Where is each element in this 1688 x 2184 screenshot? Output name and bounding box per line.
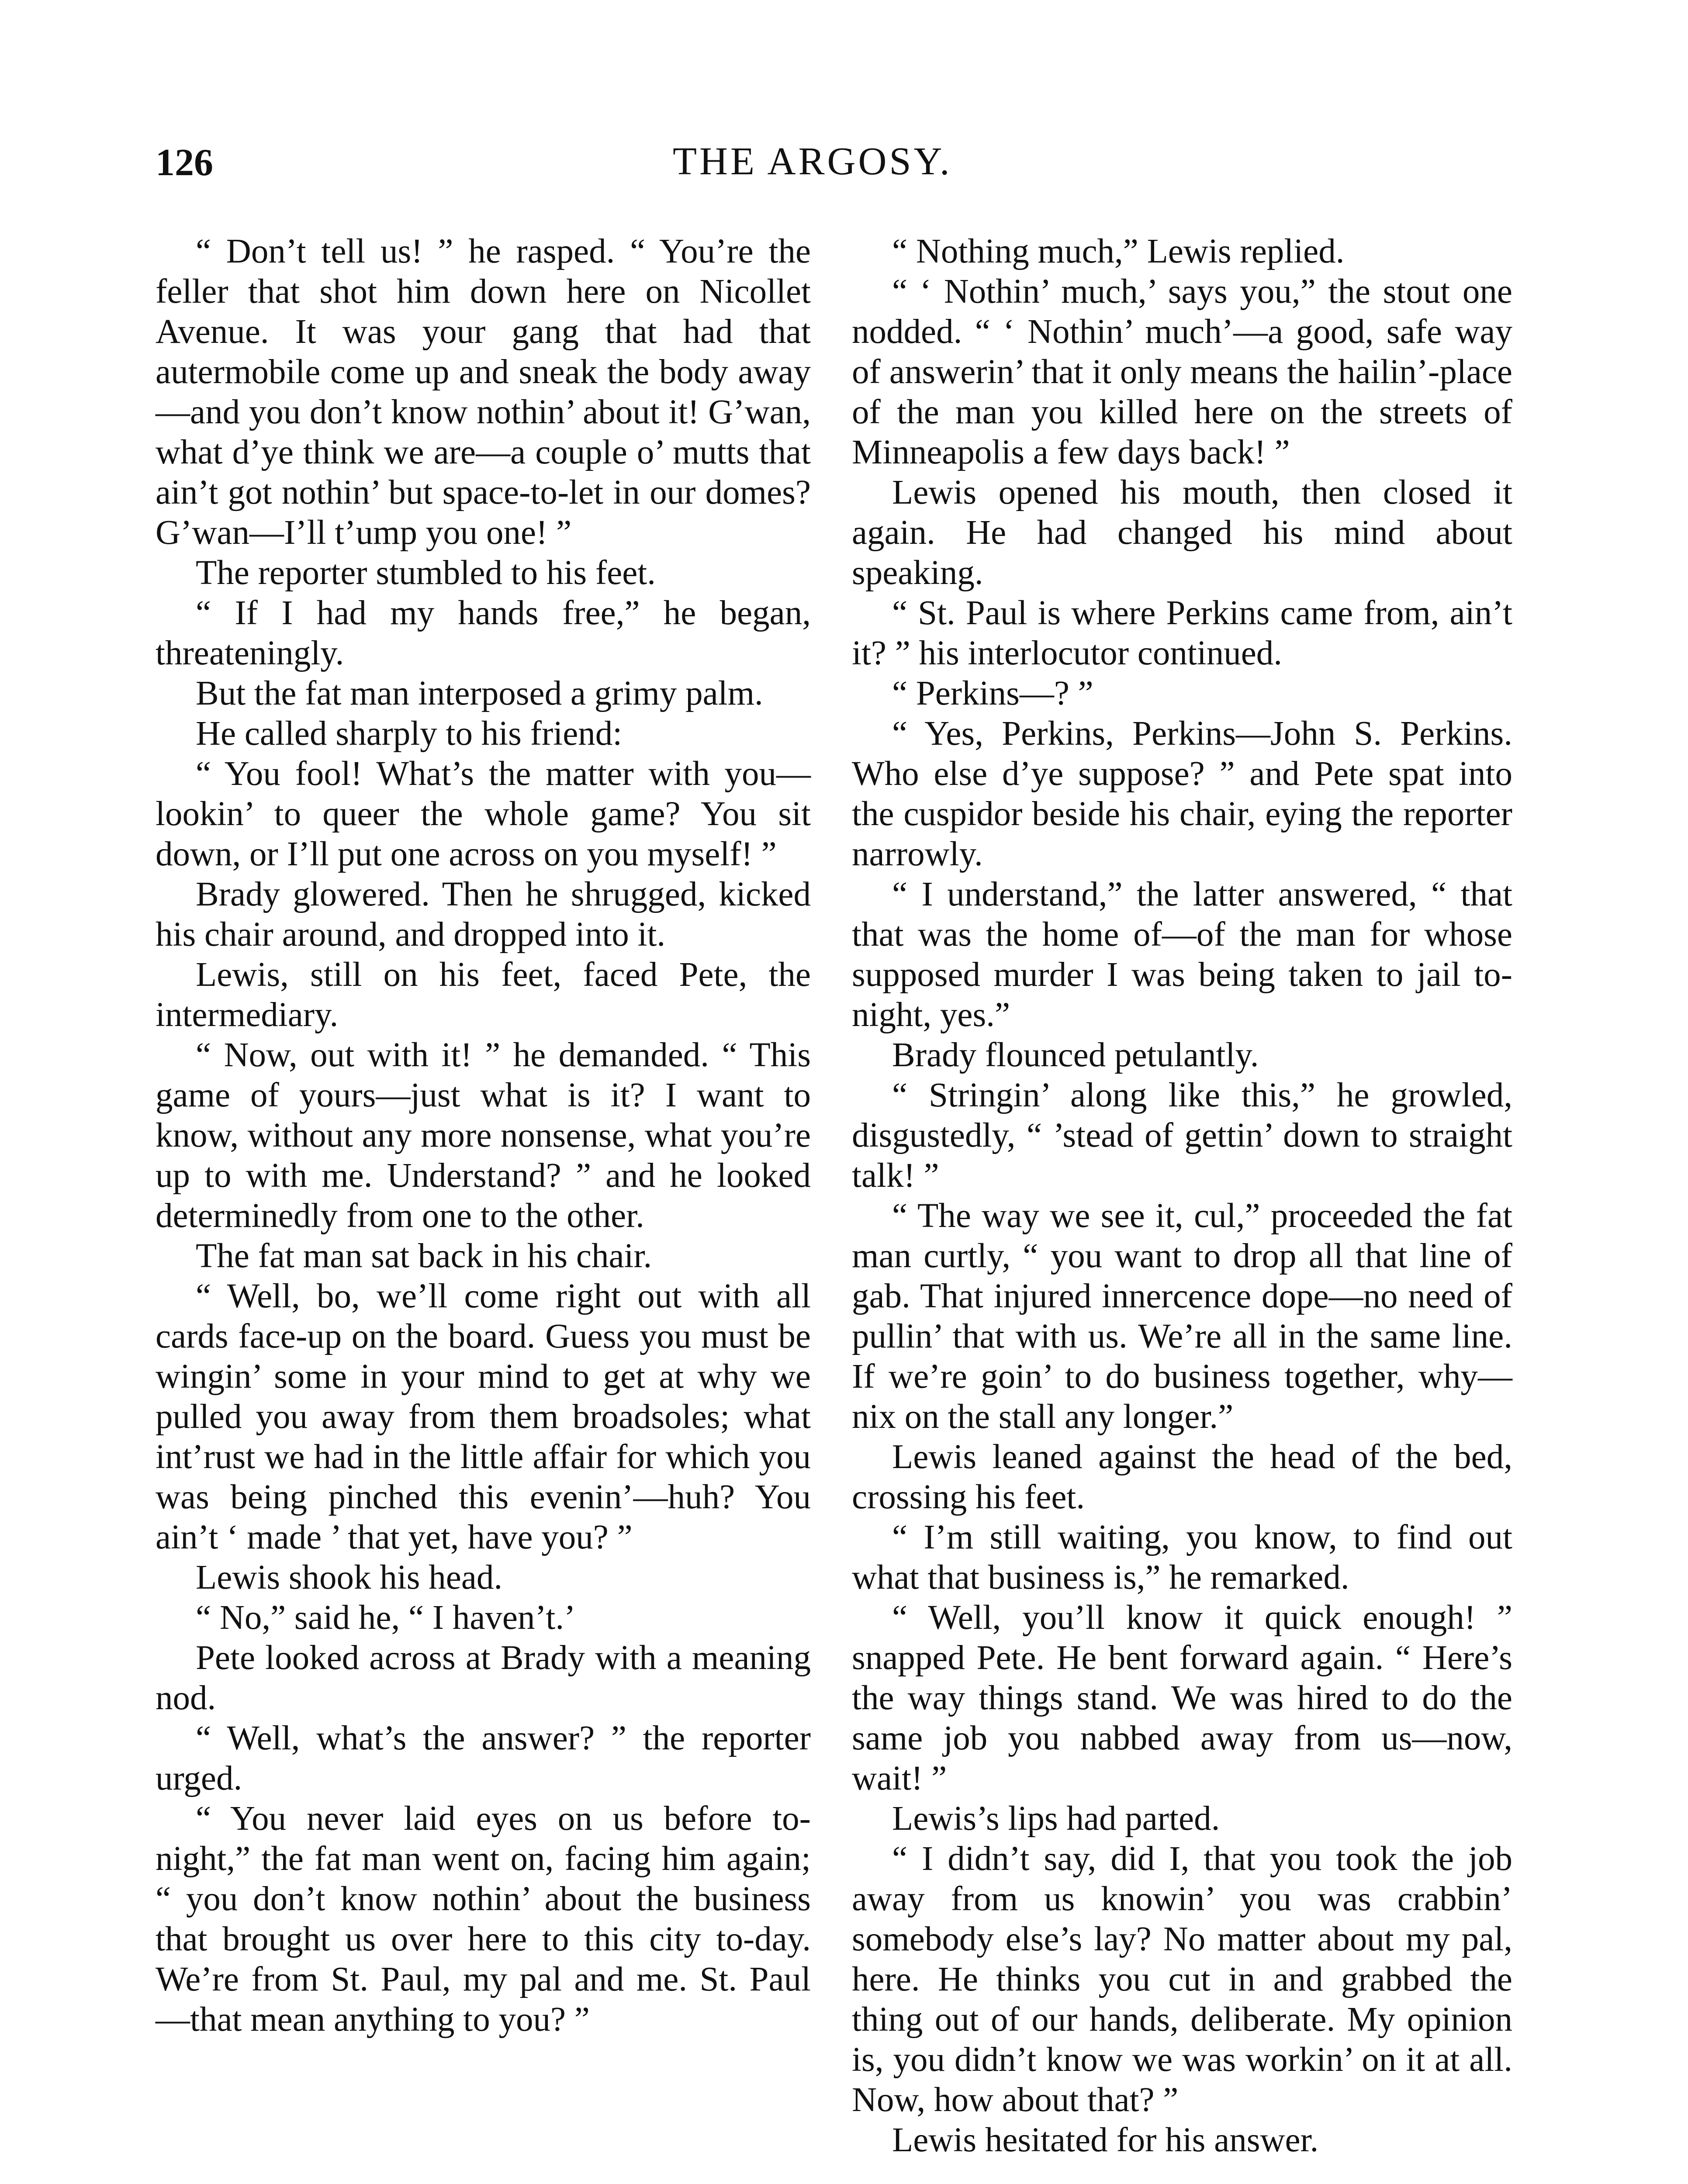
paragraph: But the fat man interposed a grimy palm. xyxy=(196,674,763,712)
running-title: THE ARGOSY. xyxy=(673,140,952,183)
paragraph: “ If I had my hands free,” he began, threateningly. xyxy=(156,594,811,672)
right-column xyxy=(852,232,1512,2160)
page-number: 126 xyxy=(156,142,213,184)
paragraph: “ I understand,” the latter answered, “ that that was the home of—of the man for whose supposed murder I was being taken to jail to-night, yes.” xyxy=(852,875,1512,1034)
left-column xyxy=(156,232,811,2040)
paragraph: “ The way we see it, cul,” proceeded the fat man curtly, “ you want to drop all that line of gab. That injured innercence dope—no need of pullin’ that with us. We’re all in the same line. If we’re goin’ to do business together, why—nix on the stall any longer.” xyxy=(852,1197,1512,1436)
paragraph: “ No,” said he, “ I haven’t.’ xyxy=(196,1599,576,1637)
paragraph: Lewis shook his head. xyxy=(196,1559,503,1597)
paragraph: Brady flounced petulantly. xyxy=(892,1036,1259,1074)
paragraph: “ ‘ Nothin’ much,’ says you,” the stout one nodded. “ ‘ Nothin’ much’—a good, safe way of answerin’ that it only means the hailin’-place of the man you killed here on the streets of Minneapolis a few days back! ” xyxy=(852,273,1512,471)
paragraph: Lewis hesitated for his answer. xyxy=(892,2121,1319,2159)
paragraph: “ Well, bo, we’ll come right out with all cards face-up on the board. Guess you must be wingin’ some in your mind to get at why we pulled you away from them broadsoles; what int’rust we had in the little affair for which you was being pinched this evenin’—huh? You ain’t ‘ made ’ that yet, have you? ” xyxy=(156,1277,811,1556)
paragraph: “ You fool! What’s the matter with you—lookin’ to queer the whole game? You sit down, or I’ll put one across on you myself! ” xyxy=(156,755,811,873)
paragraph: “ Nothing much,” Lewis replied. xyxy=(892,232,1345,270)
paragraph: “ Perkins—? ” xyxy=(892,674,1093,712)
paragraph: “ I didn’t say, did I, that you took the job away from us knowin’ you was crabbin’ somebody else’s lay? No matter about my pal, here. He thinks you cut in and grabbed the thing out of our hands, deliberate. My opinion is, you didn’t know we was workin’ on it at all. Now, how about that? ” xyxy=(852,1840,1512,2119)
paragraph: Lewis’s lips had parted. xyxy=(892,1800,1220,1838)
paragraph: He called sharply to his friend: xyxy=(196,715,623,753)
paragraph: The fat man sat back in his chair. xyxy=(196,1237,652,1275)
paragraph: Brady glowered. Then he shrugged, kicked his chair around, and dropped into it. xyxy=(156,875,811,954)
paragraph: Lewis, still on his feet, faced Pete, the intermediary. xyxy=(156,956,811,1034)
paragraph: “ Stringin’ along like this,” he growled, disgustedly, “ ’stead of gettin’ down to straight talk! ” xyxy=(852,1076,1512,1195)
paragraph: “ Now, out with it! ” he demanded. “ This game of yours—just what is it? I want to know, without any more nonsense, what you’re up to with me. Understand? ” and he looked determinedly from one to the other. xyxy=(156,1036,811,1235)
paragraph: “ Well, what’s the answer? ” the reporter urged. xyxy=(156,1719,811,1797)
paragraph: “ You never laid eyes on us before to-night,” the fat man went on, facing him again; “ you don’t know nothin’ about the business that brought us over here to this city to-day. We’re from St. Paul, my pal and me. St. Paul—that mean anything to you? ” xyxy=(156,1800,811,2039)
paragraph: Lewis leaned against the head of the bed, crossing his feet. xyxy=(852,1438,1512,1516)
paragraph: Pete looked across at Brady with a meaning nod. xyxy=(156,1639,811,1717)
paragraph: Lewis opened his mouth, then closed it again. He had changed his mind about speaking. xyxy=(852,473,1512,592)
paragraph: “ Don’t tell us! ” he rasped. “ You’re the feller that shot him down here on Nicollet Avenue. It was your gang that had that autermobile come up and sneak the body away—and you don’t know nothin’ about it! G’wan, what d’ye think we are—a couple o’ mutts that ain’t got nothin’ but space-to-let in our domes? G’wan—I’ll t’ump you one! ” xyxy=(156,232,811,552)
paragraph: “ I’m still waiting, you know, to find out what that business is,” he remarked. xyxy=(852,1518,1512,1597)
paragraph: “ St. Paul is where Perkins came from, ain’t it? ” his interlocutor continued. xyxy=(852,594,1512,672)
paragraph: “ Yes, Perkins, Perkins—John S. Perkins. Who else d’ye suppose? ” and Pete spat into the cuspidor beside his chair, eying the reporter narrowly. xyxy=(852,715,1512,873)
paragraph: “ Well, you’ll know it quick enough! ” snapped Pete. He bent forward again. “ Here’s the way things stand. We was hired to do the same job you nabbed away from us—now, wait! ” xyxy=(852,1599,1512,1797)
paragraph: The reporter stumbled to his feet. xyxy=(196,554,656,592)
